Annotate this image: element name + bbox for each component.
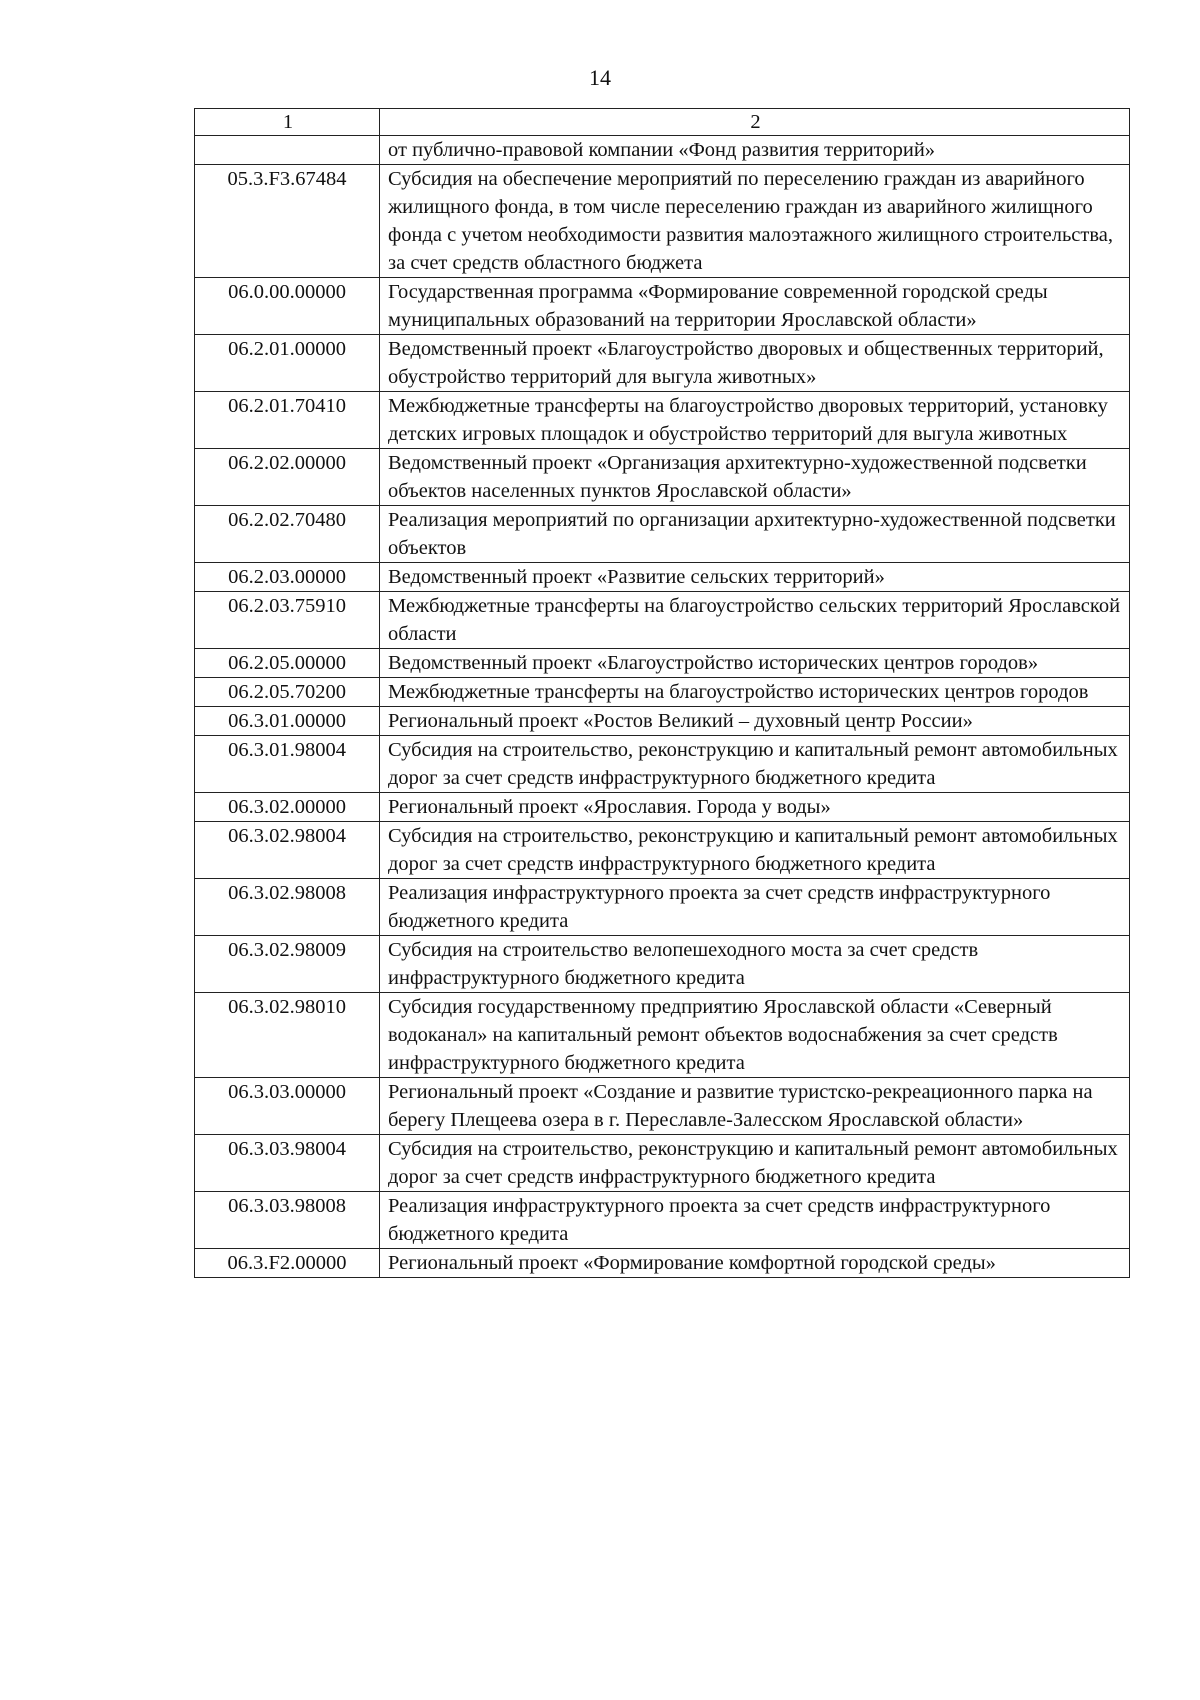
table-row bbox=[195, 449, 1130, 506]
row-code: 06.3.01.98004 bbox=[195, 736, 380, 793]
table-row bbox=[195, 879, 1130, 936]
table-row bbox=[195, 822, 1130, 879]
row-code: 06.3.02.98009 bbox=[195, 936, 380, 993]
row-description: Ведомственный проект «Организация архитектурно-художественной подсветки объектов населенных пунктов Ярославской области» bbox=[380, 449, 1130, 506]
table-row bbox=[195, 1135, 1130, 1192]
row-code: 06.2.05.70200 bbox=[195, 678, 380, 707]
row-code: 06.3.03.98008 bbox=[195, 1192, 380, 1249]
table-row bbox=[195, 1078, 1130, 1135]
table-row bbox=[195, 506, 1130, 563]
table-row bbox=[195, 707, 1130, 736]
table-row bbox=[195, 678, 1130, 707]
table-row bbox=[195, 649, 1130, 678]
row-description: Региональный проект «Ростов Великий – духовный центр России» bbox=[380, 707, 1130, 736]
row-description: Субсидия на строительство, реконструкцию и капитальный ремонт автомобильных дорог за счет средств инфраструктурного бюджетного кредита bbox=[380, 736, 1130, 793]
row-description: Субсидия на строительство, реконструкцию и капитальный ремонт автомобильных дорог за счет средств инфраструктурного бюджетного кредита bbox=[380, 822, 1130, 879]
row-description: Реализация инфраструктурного проекта за счет средств инфраструктурного бюджетного кредита bbox=[380, 1192, 1130, 1249]
row-code: 06.3.02.00000 bbox=[195, 793, 380, 822]
row-code: 06.2.03.75910 bbox=[195, 592, 380, 649]
row-code: 06.2.01.70410 bbox=[195, 392, 380, 449]
page-number: 14 bbox=[589, 65, 611, 90]
row-description: Межбюджетные трансферты на благоустройство дворовых территорий, установку детских игровых площадок и обустройство территорий для выгула животных bbox=[380, 392, 1130, 449]
table-header-row bbox=[195, 109, 1130, 136]
row-description: Межбюджетные трансферты на благоустройство сельских территорий Ярославской области bbox=[380, 592, 1130, 649]
row-description: от публично-правовой компании «Фонд развития территорий» bbox=[380, 136, 1130, 165]
row-description: Региональный проект «Ярославия. Города у воды» bbox=[380, 793, 1130, 822]
row-description: Реализация инфраструктурного проекта за счет средств инфраструктурного бюджетного кредита bbox=[380, 879, 1130, 936]
row-code: 06.3.02.98010 bbox=[195, 993, 380, 1078]
table-row bbox=[195, 165, 1130, 278]
row-code: 06.2.02.00000 bbox=[195, 449, 380, 506]
budget-code-table bbox=[194, 108, 1130, 1278]
row-code: 06.0.00.00000 bbox=[195, 278, 380, 335]
row-code bbox=[195, 136, 380, 165]
row-description: Ведомственный проект «Благоустройство исторических центров городов» bbox=[380, 649, 1130, 678]
row-description: Субсидия государственному предприятию Ярославской области «Северный водоканал» на капитальный ремонт объектов водоснабжения за счет средств инфраструктурного бюджетного кредита bbox=[380, 993, 1130, 1078]
table-row bbox=[195, 1249, 1130, 1278]
row-code: 06.2.02.70480 bbox=[195, 506, 380, 563]
budget-code-table-container bbox=[194, 108, 1129, 1278]
row-description: Межбюджетные трансферты на благоустройство исторических центров городов bbox=[380, 678, 1130, 707]
table-row bbox=[195, 592, 1130, 649]
row-code: 06.2.01.00000 bbox=[195, 335, 380, 392]
row-code: 06.3.F2.00000 bbox=[195, 1249, 380, 1278]
row-code: 06.3.03.98004 bbox=[195, 1135, 380, 1192]
row-code: 06.2.05.00000 bbox=[195, 649, 380, 678]
row-description: Государственная программа «Формирование современной городской среды муниципальных образований на территории Ярославской области» bbox=[380, 278, 1130, 335]
table-row bbox=[195, 1192, 1130, 1249]
table-row bbox=[195, 936, 1130, 993]
column-header-description: 2 bbox=[380, 109, 1130, 136]
column-header-code: 1 bbox=[195, 109, 380, 136]
row-description: Ведомственный проект «Развитие сельских территорий» bbox=[380, 563, 1130, 592]
table-row bbox=[195, 993, 1130, 1078]
table-row bbox=[195, 335, 1130, 392]
row-description: Субсидия на обеспечение мероприятий по переселению граждан из аварийного жилищного фонда, в том числе переселению граждан из аварийного жилищного фонда с учетом необходимости развития малоэтажного жилищного строительства, за счет средств областного бюджета bbox=[380, 165, 1130, 278]
row-description: Ведомственный проект «Благоустройство дворовых и общественных территорий, обустройство территорий для выгула животных» bbox=[380, 335, 1130, 392]
row-code: 06.3.02.98008 bbox=[195, 879, 380, 936]
table-row bbox=[195, 736, 1130, 793]
table-row bbox=[195, 563, 1130, 592]
row-code: 06.2.03.00000 bbox=[195, 563, 380, 592]
row-description: Региональный проект «Формирование комфортной городской среды» bbox=[380, 1249, 1130, 1278]
row-code: 06.3.01.00000 bbox=[195, 707, 380, 736]
row-description: Субсидия на строительство велопешеходного моста за счет средств инфраструктурного бюджетного кредита bbox=[380, 936, 1130, 993]
row-description: Субсидия на строительство, реконструкцию и капитальный ремонт автомобильных дорог за счет средств инфраструктурного бюджетного кредита bbox=[380, 1135, 1130, 1192]
row-code: 06.3.02.98004 bbox=[195, 822, 380, 879]
row-description: Региональный проект «Создание и развитие туристско-рекреационного парка на берегу Плещеева озера в г. Переславле-Залесском Ярославской области» bbox=[380, 1078, 1130, 1135]
table-row bbox=[195, 793, 1130, 822]
row-description: Реализация мероприятий по организации архитектурно-художественной подсветки объектов bbox=[380, 506, 1130, 563]
table-row bbox=[195, 392, 1130, 449]
row-code: 05.3.F3.67484 bbox=[195, 165, 380, 278]
table-row bbox=[195, 136, 1130, 165]
table-row bbox=[195, 278, 1130, 335]
row-code: 06.3.03.00000 bbox=[195, 1078, 380, 1135]
